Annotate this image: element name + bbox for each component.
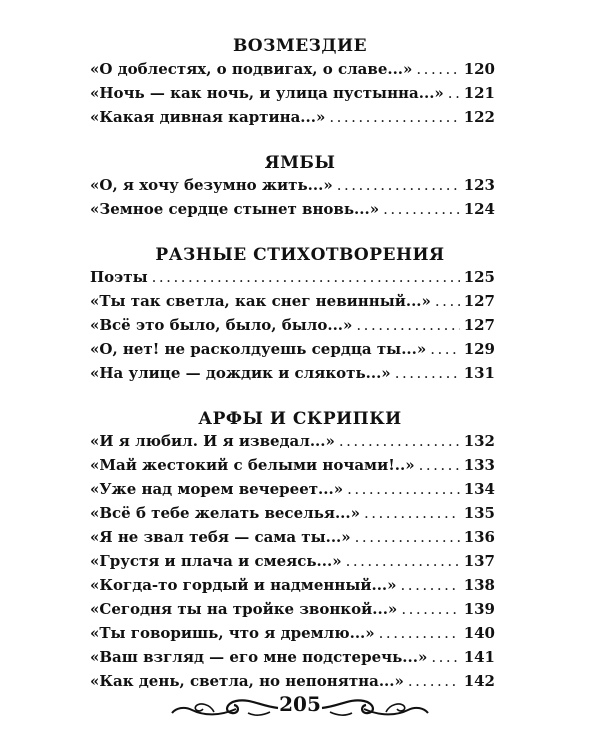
- entry-page: 135: [463, 504, 495, 522]
- entry-title: «Май жестокий с белыми ночами!..»: [90, 456, 415, 474]
- entry-title: «Какая дивная картина...»: [90, 108, 326, 126]
- entry-page: 131: [463, 364, 495, 382]
- dot-leader: [152, 268, 460, 286]
- toc-entry: [90, 552, 495, 574]
- toc-entry: [90, 576, 495, 598]
- toc-entry: [90, 528, 495, 550]
- dot-leader: [356, 316, 459, 334]
- entry-page: 141: [463, 648, 495, 666]
- section-title: РАЗНЫЕ СТИХОТВОРЕНИЯ: [155, 245, 445, 265]
- entry-page: 142: [463, 672, 495, 690]
- entry-title: «Ночь — как ночь, и улица пустынна...»: [90, 84, 444, 102]
- page-footer: [0, 692, 600, 726]
- toc-entry: [90, 432, 495, 454]
- page-number: 205: [279, 692, 321, 716]
- toc-entry: [90, 648, 495, 670]
- dot-leader: [419, 456, 460, 474]
- toc-entry: [90, 108, 495, 130]
- entry-page: 129: [463, 340, 495, 358]
- toc-entry: [90, 316, 495, 338]
- dot-leader: [416, 60, 459, 78]
- toc-entry: [90, 84, 495, 106]
- section-title: ВОЗМЕЗДИЕ: [232, 36, 368, 56]
- dot-leader: [430, 340, 459, 358]
- section-title: АРФЫ И СКРИПКИ: [198, 409, 402, 429]
- entry-title: «Грустя и плача и смеясь...»: [90, 552, 342, 570]
- entry-page: 127: [463, 316, 495, 334]
- toc-entry: [90, 340, 495, 362]
- dot-leader: [346, 552, 460, 570]
- entry-page: 124: [463, 200, 495, 218]
- entry-page: 134: [463, 480, 495, 498]
- dot-leader: [329, 108, 459, 126]
- entry-page: 137: [463, 552, 495, 570]
- entry-page: 122: [463, 108, 495, 126]
- section-title: ЯМБЫ: [264, 153, 336, 173]
- toc-entry: [90, 624, 495, 646]
- toc-entry: [90, 480, 495, 502]
- dot-leader: [401, 576, 460, 594]
- entry-title: «Земное сердце стынет вновь...»: [90, 200, 380, 218]
- entry-title: «Всё это было, было, было...»: [90, 316, 353, 334]
- right-flourish-icon: [320, 692, 430, 722]
- dot-leader: [395, 364, 460, 382]
- toc-entry: [90, 176, 495, 198]
- entry-title: «Ты так светла, как снег невинный...»: [90, 292, 431, 310]
- toc-entry: [90, 364, 495, 386]
- entry-title: «Всё б тебе желать веселья...»: [90, 504, 360, 522]
- entry-page: 127: [463, 292, 495, 310]
- entry-title: «О, я хочу безумно жить...»: [90, 176, 333, 194]
- dot-leader: [364, 504, 460, 522]
- dot-leader: [431, 648, 459, 666]
- dot-leader: [401, 600, 459, 618]
- toc-entry: [90, 200, 495, 222]
- dot-leader: [435, 292, 460, 310]
- dot-leader: [347, 480, 460, 498]
- dot-leader: [448, 84, 460, 102]
- dot-leader: [408, 672, 460, 690]
- entry-title: «Когда-то гордый и надменный...»: [90, 576, 397, 594]
- entry-title: Поэты: [90, 268, 148, 286]
- entry-page: 140: [463, 624, 495, 642]
- entry-title: «О доблестях, о подвигах, о славе...»: [90, 60, 413, 78]
- entry-page: 125: [463, 268, 495, 286]
- entry-title: «Уже над морем вечереет...»: [90, 480, 344, 498]
- entry-page: 136: [463, 528, 495, 546]
- dot-leader: [339, 432, 460, 450]
- toc-entry: [90, 600, 495, 622]
- entry-title: «Ты говоришь, что я дремлю...»: [90, 624, 375, 642]
- toc-entry: [90, 292, 495, 314]
- entry-page: 139: [463, 600, 495, 618]
- entry-page: 120: [463, 60, 495, 78]
- entry-page: 138: [463, 576, 495, 594]
- dot-leader: [337, 176, 460, 194]
- entry-title: «И я любил. И я изведал...»: [90, 432, 335, 450]
- dot-leader: [383, 200, 460, 218]
- toc-entry: [90, 60, 495, 82]
- entry-title: «Сегодня ты на тройке звонкой...»: [90, 600, 398, 618]
- entry-title: «Я не звал тебя — сама ты...»: [90, 528, 351, 546]
- toc-entry: [90, 268, 495, 290]
- entry-page: 123: [463, 176, 495, 194]
- entry-title: «О, нет! не расколдуешь сердца ты...»: [90, 340, 427, 358]
- dot-leader: [379, 624, 460, 642]
- toc-entry: [90, 672, 495, 694]
- entry-page: 133: [463, 456, 495, 474]
- toc-entry: [90, 504, 495, 526]
- entry-title: «Ваш взгляд — его мне подстеречь...»: [90, 648, 428, 666]
- toc-entry: [90, 456, 495, 478]
- entry-title: «Как день, светла, но непонятна...»: [90, 672, 404, 690]
- dot-leader: [355, 528, 460, 546]
- entry-page: 132: [463, 432, 495, 450]
- entry-title: «На улице — дождик и слякоть...»: [90, 364, 391, 382]
- entry-page: 121: [463, 84, 495, 102]
